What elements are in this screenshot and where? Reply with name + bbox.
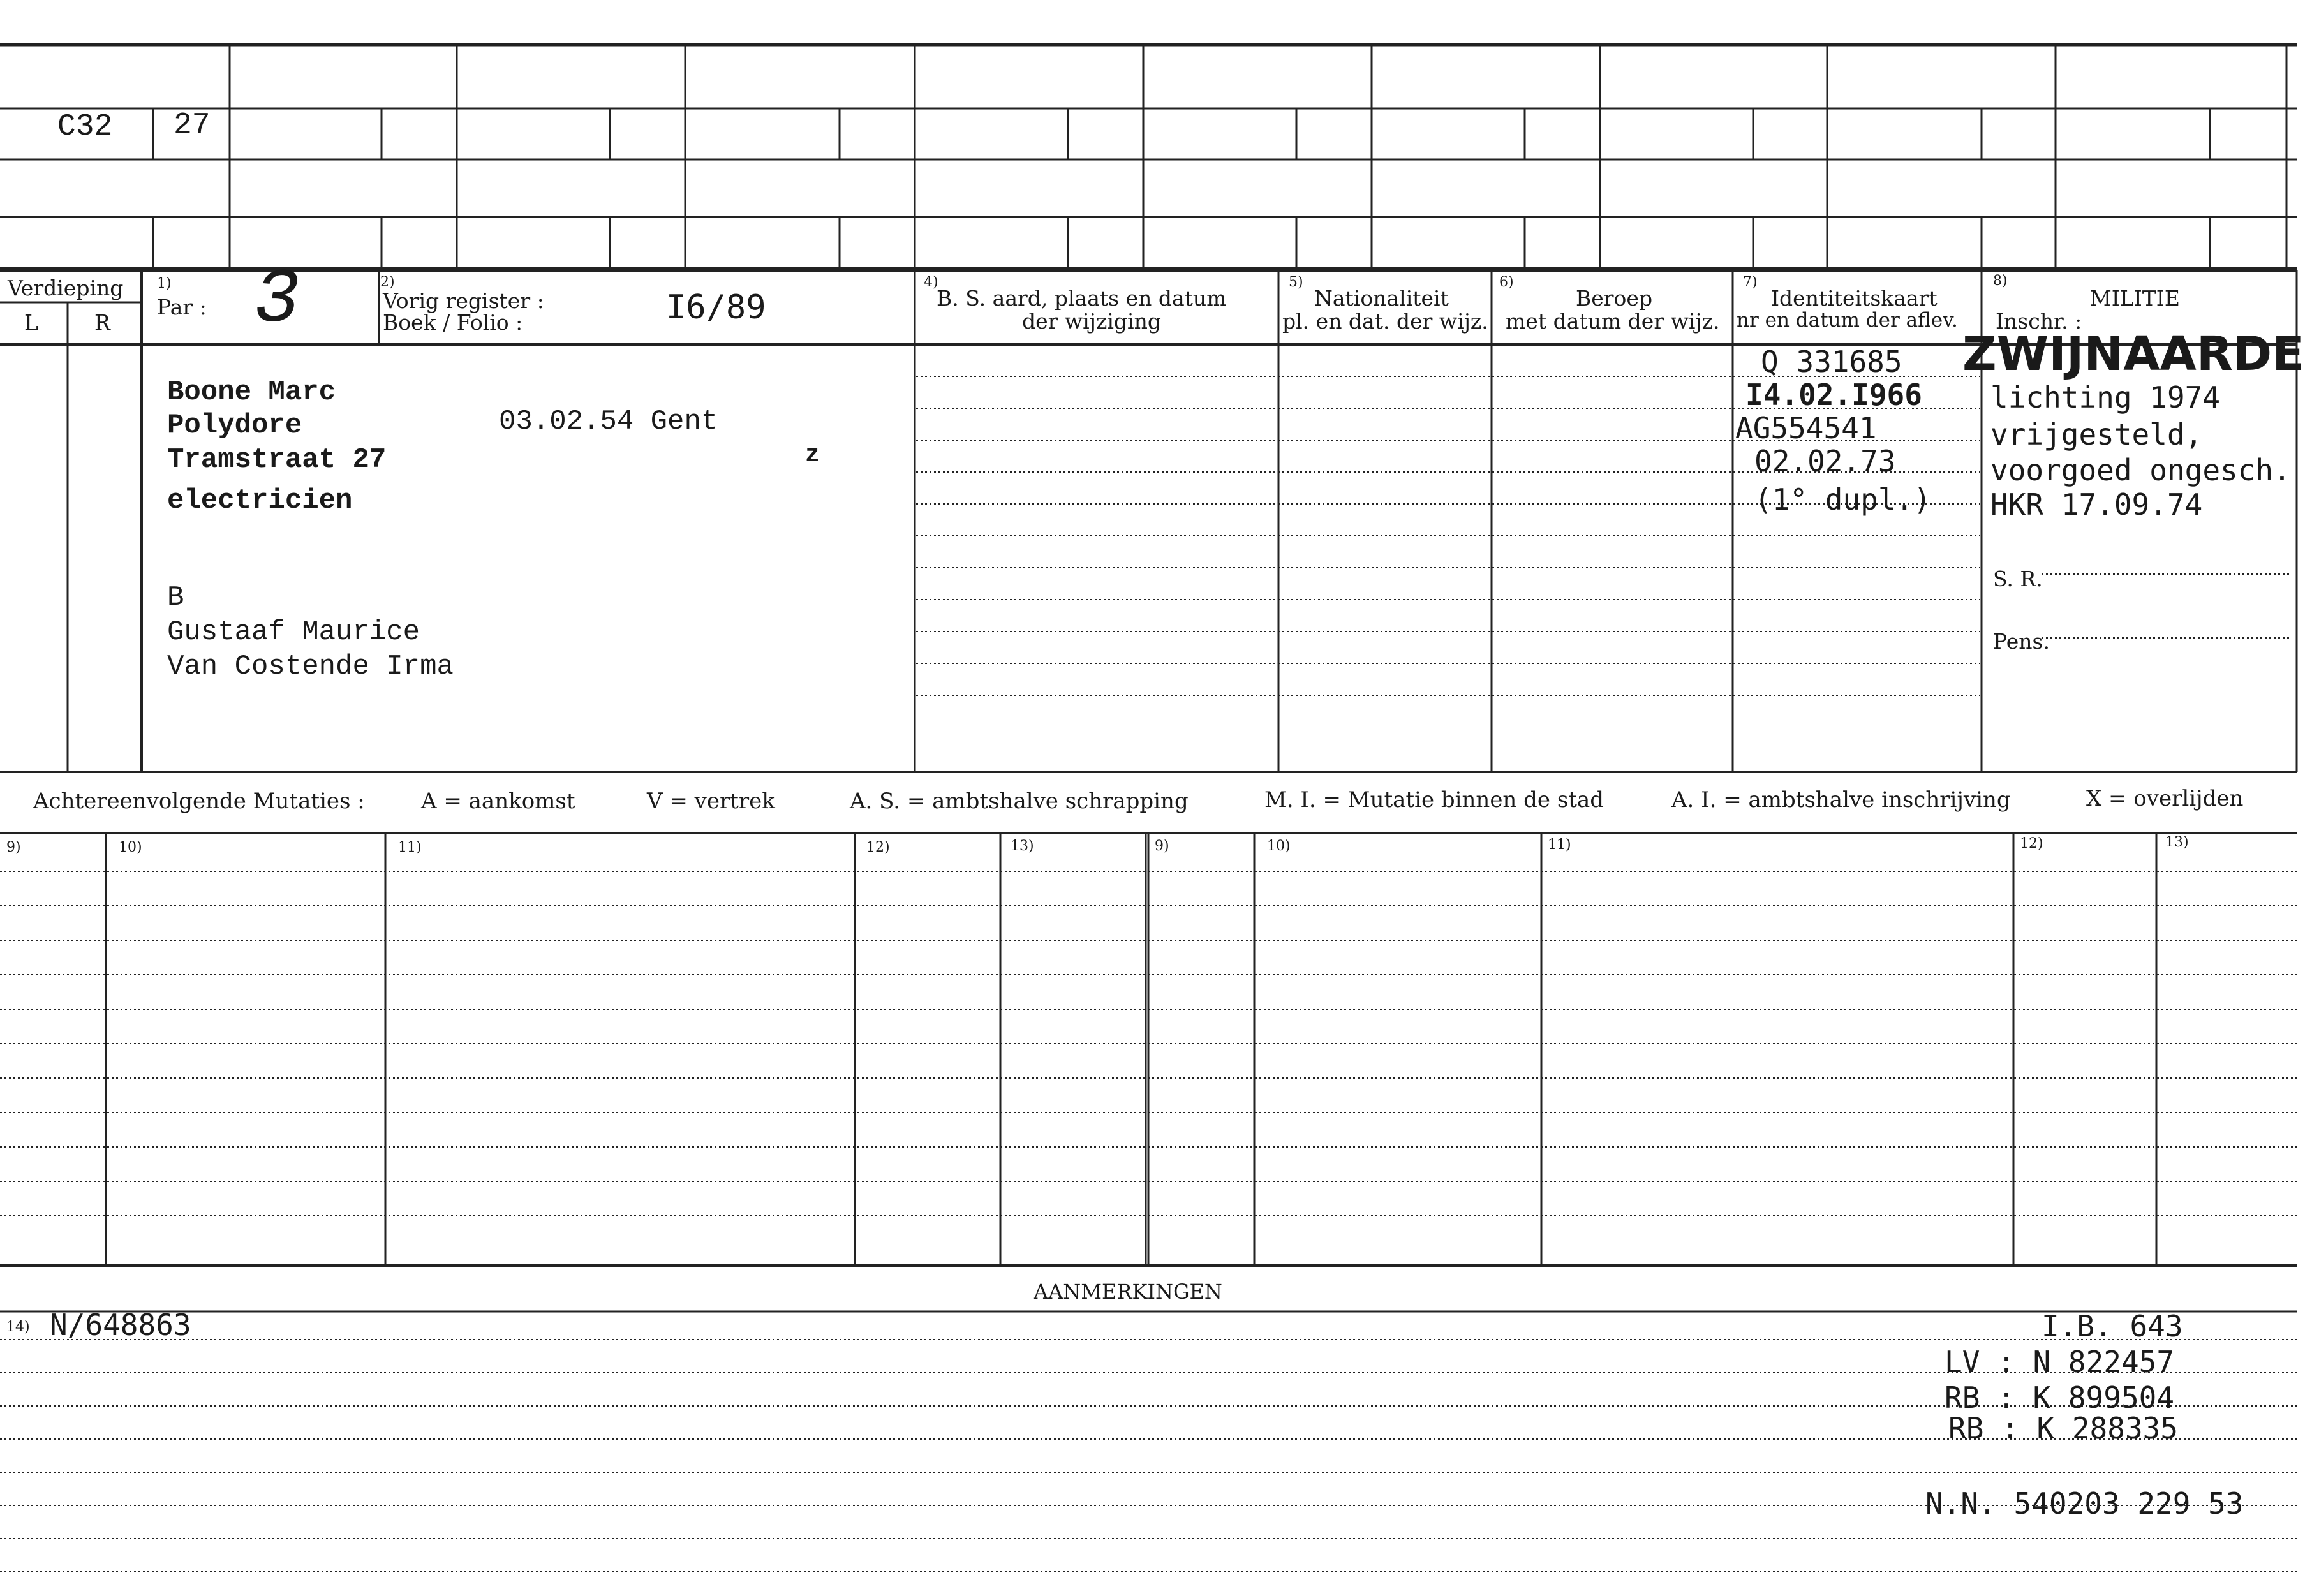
militie-line4: HKR 17.09.74: [1990, 487, 2203, 522]
id-card-duplicate: (1° dupl.): [1754, 482, 1931, 517]
mut-col-9: 9): [6, 839, 21, 855]
birth-date-place: 03.02.54 Gent: [499, 406, 718, 438]
legend-item-overlijden: X = overlijden: [2086, 786, 2244, 811]
mut-col-11: 11): [398, 839, 422, 855]
militie-line2: vrijgesteld,: [1990, 417, 2203, 452]
legend-title: Achtereenvolgende Mutaties :: [33, 788, 365, 814]
col1-number: 1): [157, 276, 172, 292]
father-name: Gustaaf Maurice: [167, 616, 420, 648]
par-label: Par :: [157, 295, 207, 320]
beroep-label-line2: met datum der wijz.: [1506, 309, 1720, 334]
mut-col-10: 10): [119, 839, 142, 855]
legend-item-vertrek: V = vertrek: [647, 788, 775, 814]
register-code: C32: [57, 110, 113, 144]
address-marker: z: [805, 441, 820, 469]
col4-number: 4): [924, 274, 938, 290]
municipality-stamp: ZWIJNAARDE: [1962, 327, 2304, 381]
remarks-title: AANMERKINGEN: [1034, 1280, 1222, 1304]
mut-col-12: 12): [866, 839, 890, 855]
remarks-lv: LV : N 822457: [1945, 1345, 2175, 1379]
mut-col-11b: 11): [1548, 837, 1571, 853]
sr-label: S. R.: [1993, 566, 2043, 591]
nationality-label-line2: pl. en dat. der wijz.: [1282, 309, 1488, 334]
mut-col-12b: 12): [2020, 836, 2043, 852]
right-label: R: [94, 310, 110, 335]
id-card-label-line1: Identiteitskaart: [1771, 286, 1938, 311]
col7-number: 7): [1743, 274, 1758, 290]
id-card-date: I4.02.I966: [1745, 378, 1922, 412]
mut-col-13: 13): [1011, 838, 1034, 854]
id-card-date-2: 02.02.73: [1754, 444, 1896, 478]
bs-label-line2: der wijziging: [1022, 309, 1161, 334]
remarks-reference: N/648863: [50, 1308, 191, 1342]
occupation: electricien: [167, 485, 353, 517]
col2-number: 2): [380, 274, 395, 290]
beroep-label-line1: Beroep: [1576, 286, 1653, 311]
boek-folio-label: Boek / Folio :: [383, 310, 523, 335]
par-mark: 3: [254, 258, 300, 344]
remarks-ib: I.B. 643: [2042, 1309, 2183, 1343]
verdieping-label: Verdieping: [8, 276, 124, 300]
col5-number: 5): [1289, 274, 1303, 290]
mother-name: Van Costende Irma: [167, 651, 454, 683]
militie-line3: voorgoed ongesch.: [1990, 453, 2291, 487]
address: Tramstraat 27: [167, 444, 387, 476]
left-label: L: [24, 310, 38, 335]
legend-item-inschrijving: A. I. = ambtshalve inschrijving: [1671, 787, 2011, 813]
id-card-label-line2: nr en datum der aflev.: [1737, 309, 1958, 332]
remarks-rb2: RB : K 288335: [1948, 1411, 2179, 1445]
legend-item-mutatie: M. I. = Mutatie binnen de stad: [1264, 787, 1604, 813]
remarks-nn: N.N. 540203 229 53: [1925, 1486, 2244, 1521]
id-card-number: Q 331685: [1761, 344, 1902, 379]
militie-line1: lichting 1974: [1990, 380, 2221, 415]
remarks-rb1: RB : K 899504: [1945, 1380, 2175, 1415]
vorig-register-value: I6/89: [666, 288, 766, 327]
col6-number: 6): [1499, 274, 1514, 290]
remarks-number: 14): [6, 1319, 30, 1335]
legend-item-aankomst: A = aankomst: [421, 788, 575, 814]
mut-col-10b: 10): [1267, 838, 1291, 854]
pens-label: Pens.: [1993, 629, 2050, 654]
surname-line: Boone Marc: [167, 376, 336, 408]
inschr-label: Inschr. :: [1996, 309, 2082, 334]
col8-number: 8): [1993, 273, 2008, 289]
id-card-number-2: AG554541: [1735, 411, 1877, 445]
vorig-register-label: Vorig register :: [383, 288, 544, 313]
militie-label: MILITIE: [2090, 286, 2180, 311]
given-name: Polydore: [167, 410, 302, 441]
nationality-label-line1: Nationaliteit: [1314, 286, 1449, 311]
legend-item-schrapping: A. S. = ambtshalve schrapping: [850, 788, 1189, 814]
parents-marker: B: [167, 582, 184, 614]
mut-col-9b: 9): [1155, 838, 1169, 854]
register-number: 27: [174, 108, 211, 143]
mut-col-13b: 13): [2165, 834, 2189, 850]
bs-label-line1: B. S. aard, plaats en datum: [937, 286, 1227, 311]
